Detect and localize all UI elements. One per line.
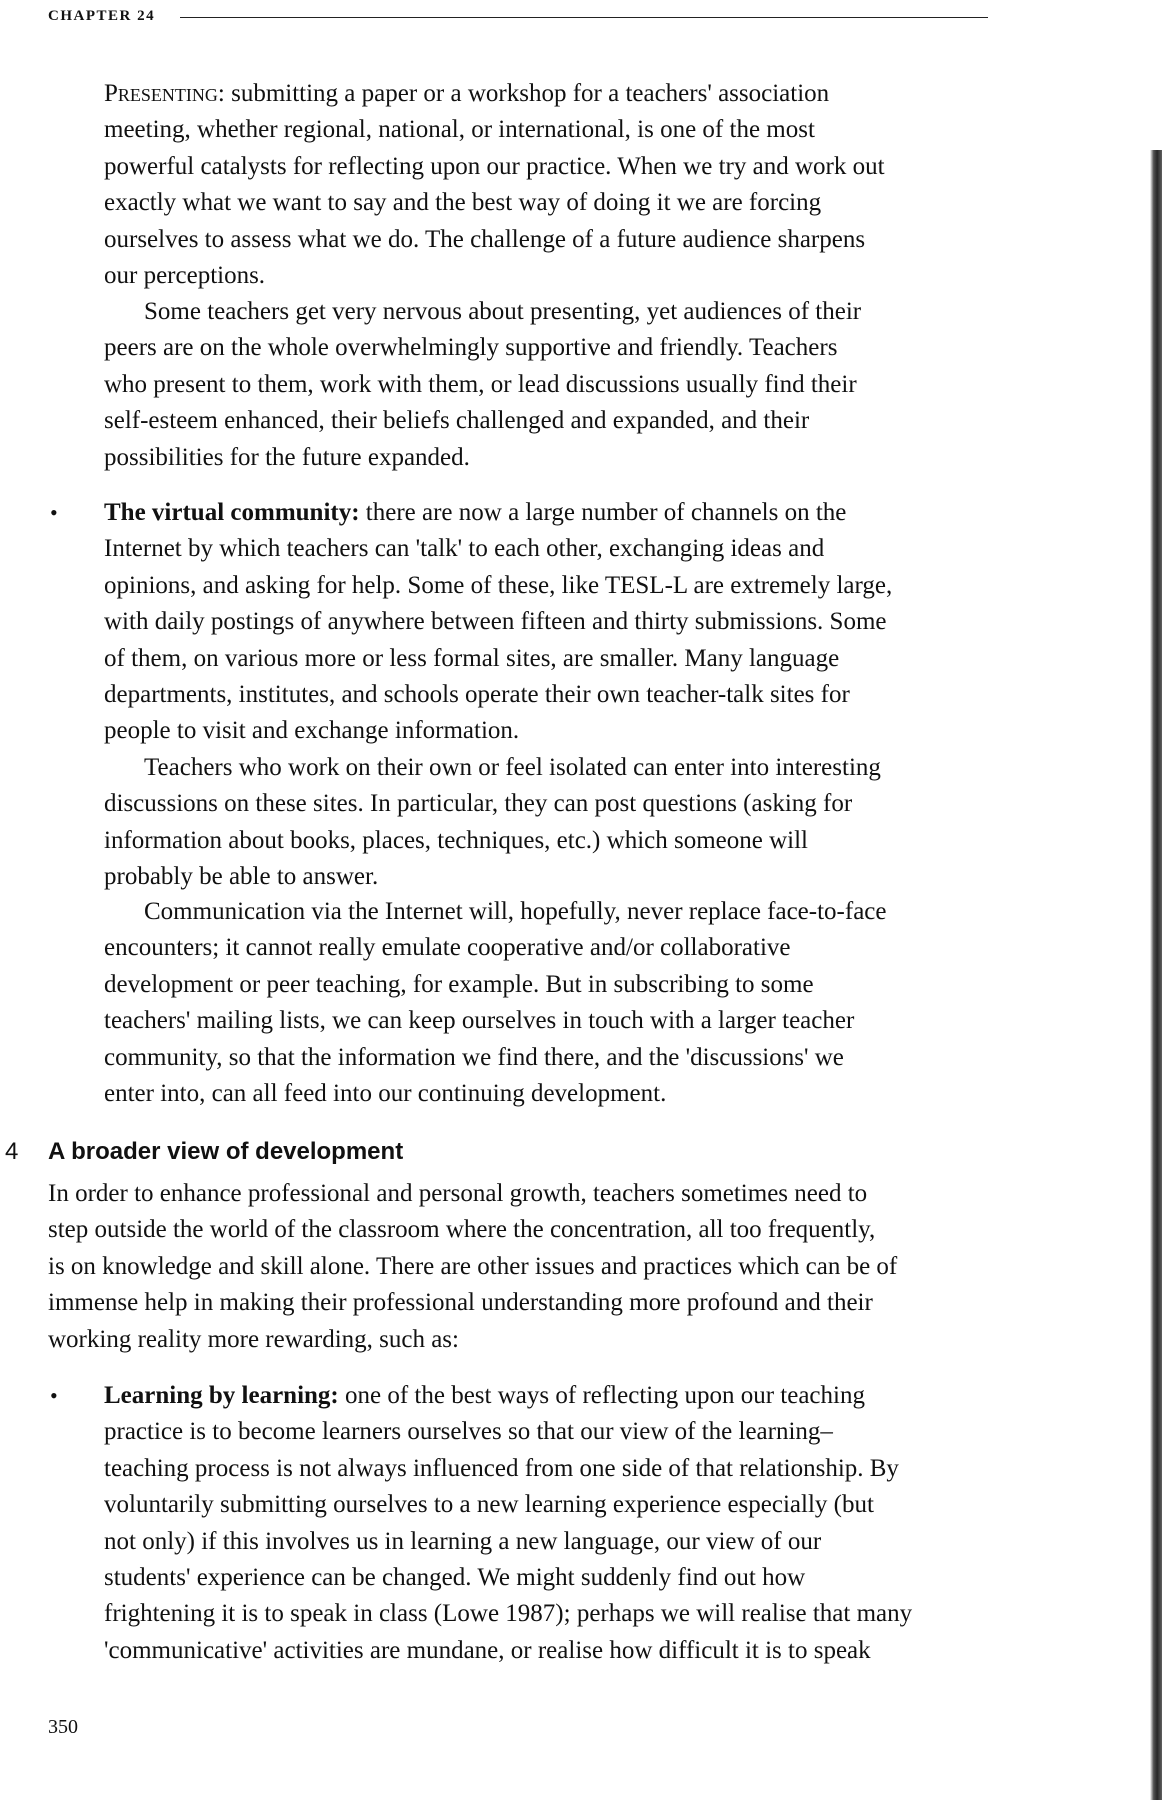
text-line: not only) if this involves us in learning a new language, our view of our	[104, 1527, 822, 1555]
paragraph-broader-view	[48, 1176, 897, 1358]
text-line: community, so that the information we find there, and the 'discussions' we	[104, 1043, 844, 1071]
running-header: CHAPTER 24	[48, 8, 156, 24]
text-line: In order to enhance professional and personal growth, teachers sometimes need to	[48, 1180, 868, 1207]
text-line: ourselves to assess what we do. The challenge of a future audience sharpens	[104, 225, 866, 253]
text-line: our perceptions.	[104, 262, 266, 290]
text-line: with daily postings of anywhere between fifteen and thirty submissions. Some	[104, 608, 887, 636]
text-line: voluntarily submitting ourselves to a new learning experience especially (but	[104, 1491, 874, 1519]
term-learning-by-learning: Learning by learning:	[104, 1382, 339, 1409]
header-rule	[180, 17, 988, 18]
paragraph-virtual-community	[104, 495, 892, 750]
scan-edge-artifact	[1150, 150, 1162, 1800]
term-virtual-community: The virtual community:	[104, 499, 360, 526]
text-line: practice is to become learners ourselves so that our view of the learning–	[104, 1418, 833, 1446]
text-line: there are now a large number of channels on the	[359, 499, 847, 526]
text-line: Internet by which teachers can 'talk' to each other, exchanging ideas and	[104, 535, 825, 563]
paragraph-presenting	[104, 76, 885, 294]
bullet-icon: •	[50, 500, 58, 525]
text-line: meeting, whether regional, national, or international, is one of the most	[104, 116, 815, 144]
text-line: Teachers who work on their own or feel isolated can enter into interesting	[144, 754, 881, 781]
page-number: 350	[48, 1716, 78, 1738]
text-line: step outside the world of the classroom where the concentration, all too frequently,	[48, 1216, 876, 1244]
text-line: teaching process is not always influenced from one side of that relationship. By	[104, 1454, 899, 1482]
text-line: information about books, places, techniques, etc.) which someone will	[104, 826, 808, 854]
paragraph-virtual-2	[104, 750, 881, 896]
text-line: probably be able to answer.	[104, 863, 379, 891]
text-line: Communication via the Internet will, hopefully, never replace face-to-face	[144, 898, 887, 925]
term-presenting: Presenting:	[104, 80, 225, 107]
text-line: development or peer teaching, for example. But in subscribing to some	[104, 970, 814, 998]
text-line: people to visit and exchange information.	[104, 717, 520, 745]
paragraph-presenting-2	[104, 294, 861, 476]
text-line: peers are on the whole overwhelmingly supportive and friendly. Teachers	[104, 334, 838, 362]
text-line: is on knowledge and skill alone. There are other issues and practices which can be of	[48, 1252, 898, 1280]
bullet-icon: •	[50, 1383, 58, 1408]
text-line: opinions, and asking for help. Some of these, like TESL-L are extremely large,	[104, 571, 893, 599]
text-line: discussions on these sites. In particular, they can post questions (asking for	[104, 790, 853, 818]
text-line: immense help in making their professional understanding more profound and their	[48, 1289, 873, 1317]
section-heading: A broader view of development	[48, 1138, 404, 1165]
text-line: who present to them, work with them, or lead discussions usually find their	[104, 370, 857, 398]
text-line: exactly what we want to say and the best way of doing it we are forcing	[104, 189, 822, 217]
text-line: submitting a paper or a workshop for a teachers' association	[224, 80, 830, 107]
text-line: enter into, can all feed into our continuing development.	[104, 1080, 667, 1108]
text-line: encounters; it cannot really emulate cooperative and/or collaborative	[104, 934, 791, 962]
text-line: one of the best ways of reflecting upon our teaching	[338, 1382, 865, 1409]
text-line: teachers' mailing lists, we can keep ourselves in touch with a larger teacher	[104, 1007, 855, 1035]
paragraph-learning-by-learning	[104, 1378, 912, 1669]
paragraph-virtual-3	[104, 894, 887, 1112]
section-number: 4	[5, 1138, 19, 1165]
text-line: frightening it is to speak in class (Lowe 1987); perhaps we will realise that many	[104, 1600, 913, 1628]
text-line: departments, institutes, and schools operate their own teacher-talk sites for	[104, 681, 850, 709]
text-line: powerful catalysts for reflecting upon our practice. When we try and work out	[104, 152, 885, 180]
text-line: possibilities for the future expanded.	[104, 443, 470, 471]
text-line: Some teachers get very nervous about presenting, yet audiences of their	[144, 298, 862, 325]
text-line: 'communicative' activities are mundane, or realise how difficult it is to speak	[104, 1636, 871, 1664]
text-line: of them, on various more or less formal sites, are smaller. Many language	[104, 644, 840, 672]
text-line: students' experience can be changed. We might suddenly find out how	[104, 1564, 806, 1592]
text-line: working reality more rewarding, such as:	[48, 1325, 459, 1353]
text-line: self-esteem enhanced, their beliefs challenged and expanded, and their	[104, 407, 810, 435]
